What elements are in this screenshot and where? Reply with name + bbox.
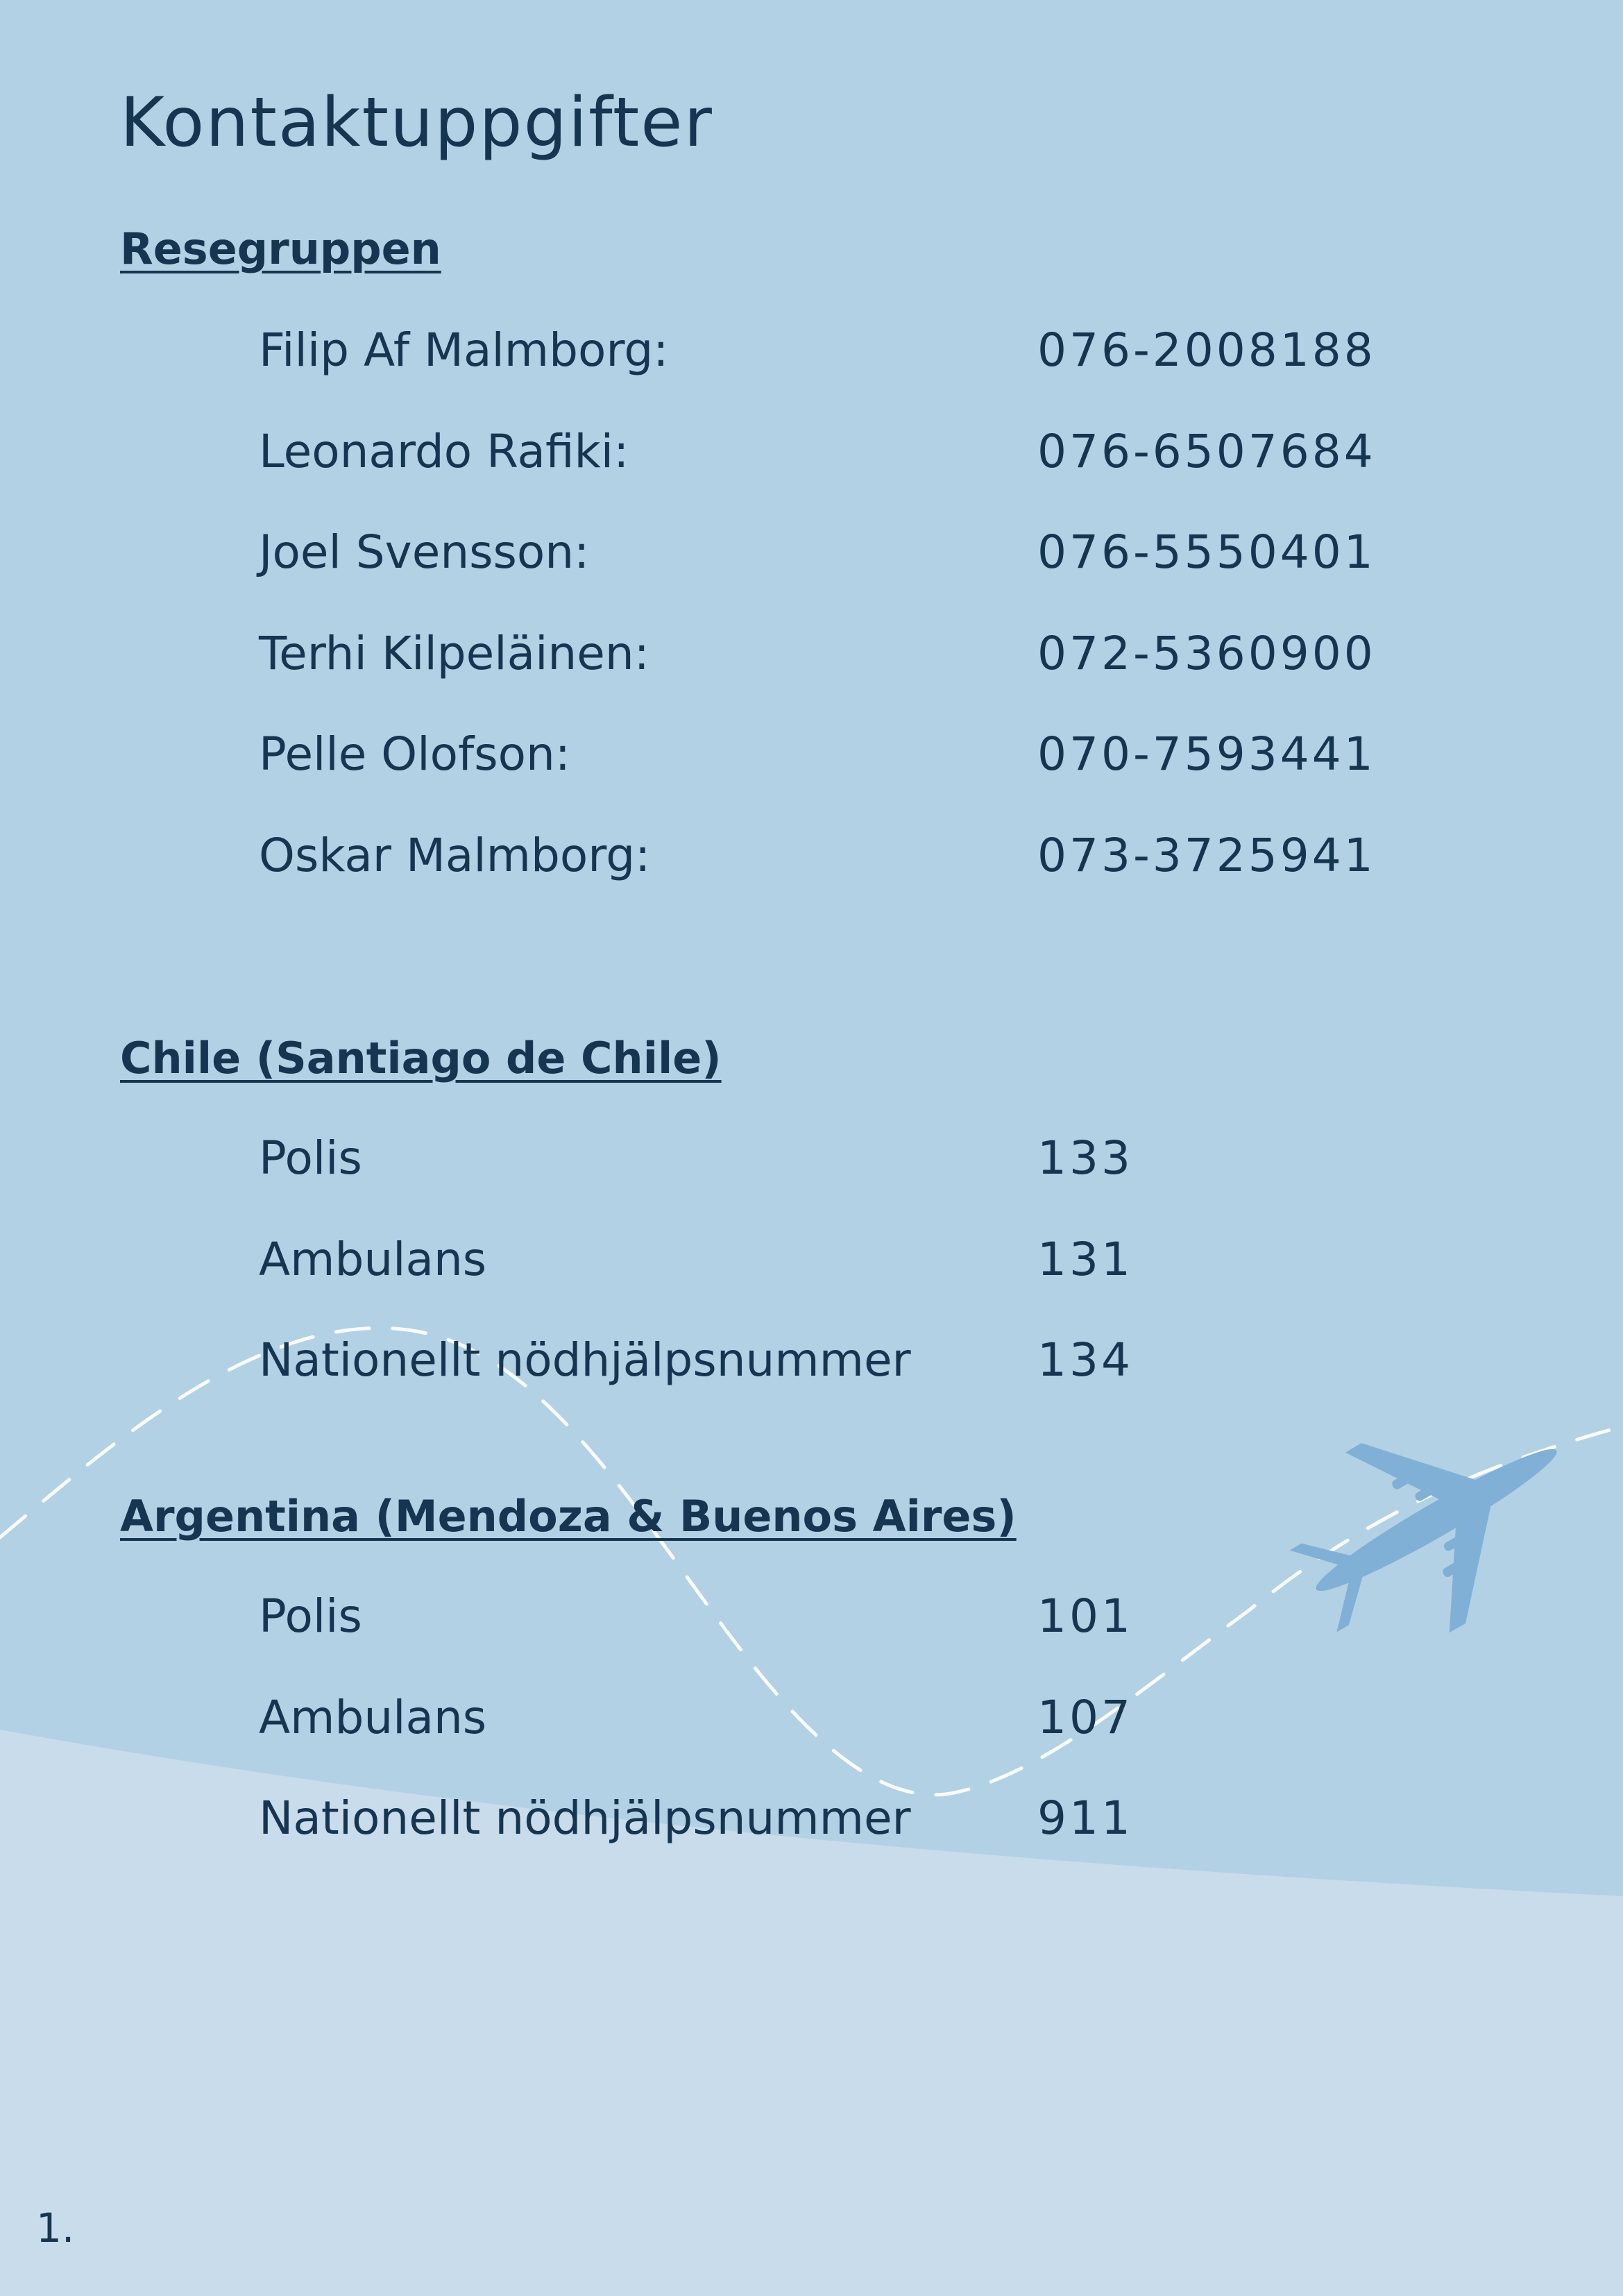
contact-name: Pelle Olofson: xyxy=(259,727,571,781)
service-number: 107 xyxy=(1037,1691,1133,1744)
contact-phone: 070-7593441 xyxy=(1037,727,1376,781)
contact-row xyxy=(259,323,1438,386)
emergency-row xyxy=(259,1233,1438,1295)
contact-name: Filip Af Malmborg: xyxy=(259,323,669,377)
emergency-row xyxy=(259,1589,1438,1652)
service-number: 911 xyxy=(1037,1791,1133,1845)
service-name: Ambulans xyxy=(259,1691,487,1744)
contact-row xyxy=(259,627,1438,689)
contact-phone: 073-3725941 xyxy=(1037,829,1376,882)
emergency-row xyxy=(259,1333,1438,1396)
contact-phone: 072-5360900 xyxy=(1037,627,1376,680)
emergency-row xyxy=(259,1131,1438,1194)
contact-name: Leonardo Rafiki: xyxy=(259,425,629,478)
section-heading-chile: Chile (Santiago de Chile) xyxy=(120,1033,722,1083)
contact-name: Terhi Kilpeläinen: xyxy=(259,627,649,680)
section-heading-argentina: Argentina (Mendoza & Buenos Aires) xyxy=(120,1491,1017,1542)
contact-row xyxy=(259,829,1438,891)
service-name: Nationellt nödhjälpsnummer xyxy=(259,1791,911,1845)
service-number: 134 xyxy=(1037,1333,1133,1387)
contact-name: Joel Svensson: xyxy=(259,525,590,579)
page-number: 1. xyxy=(36,2204,75,2252)
service-name: Nationellt nödhjälpsnummer xyxy=(259,1333,911,1387)
service-number: 131 xyxy=(1037,1233,1133,1286)
contact-row xyxy=(259,425,1438,487)
service-name: Polis xyxy=(259,1131,362,1185)
section-heading-resegruppen: Resegruppen xyxy=(120,223,441,274)
emergency-row xyxy=(259,1691,1438,1753)
contact-row xyxy=(259,525,1438,588)
contact-name: Oskar Malmborg: xyxy=(259,829,651,882)
contact-phone: 076-2008188 xyxy=(1037,323,1376,377)
service-name: Ambulans xyxy=(259,1233,487,1286)
service-name: Polis xyxy=(259,1589,362,1643)
service-number: 101 xyxy=(1037,1589,1133,1643)
service-number: 133 xyxy=(1037,1131,1133,1185)
contact-phone: 076-5550401 xyxy=(1037,525,1376,579)
emergency-row xyxy=(259,1791,1438,1854)
page-title: Kontaktuppgifter xyxy=(120,83,713,162)
contact-row xyxy=(259,727,1438,790)
contact-phone: 076-6507684 xyxy=(1037,425,1376,478)
